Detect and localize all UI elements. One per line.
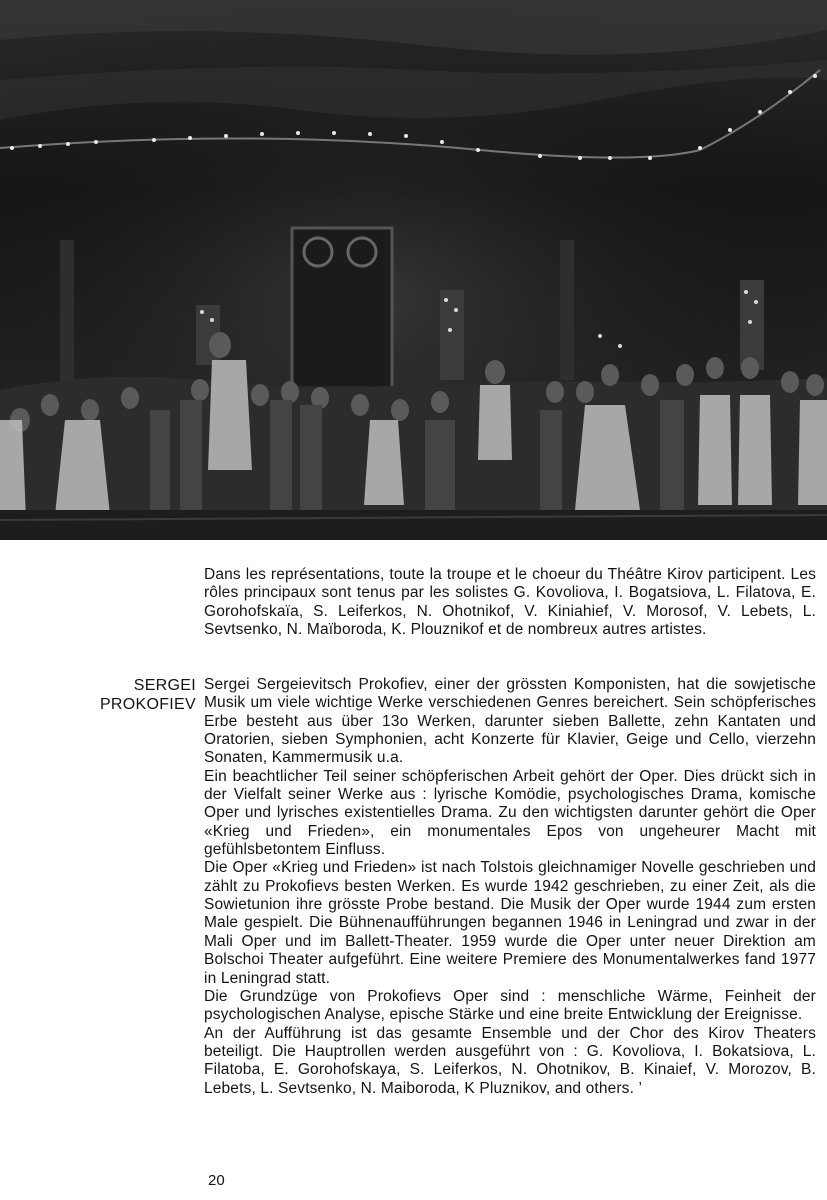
intro-text: Dans les représentations, toute la troupe et le choeur du Théâtre Kirov participent. Les rôles principaux sont tenus par les solistes G. Kovoliova, I. Bogatsiova, L. Filatova, E. Gorohofskaïa, S. Leiferkos, N. Ohotnikof, V. Kiniahief, V. Morosof, V. Lebets, L. Sevtsenko, N. Maïboroda, K. Plouznikof et de nombreux autres artistes. — [204, 566, 816, 639]
paragraph-1: Sergei Sergeievitsch Prokofiev, einer der grössten Komponisten, hat die sowjetische Musik um viele wichtige Werke verschiedenen Genres bereichert. Sein schöpferisches Erbe besteht aus über 13o Werken, darunter sieben Ballette, zehn Kantaten und Oratorien, sieben Symphonien, acht Konzerte für Klavier, Geige und Cello, vierzehn Sonaten, Kammermusik u.a. — [204, 676, 816, 767]
paragraph-3: Die Oper «Krieg und Frieden» ist nach Tolstois gleichnamiger Novelle geschrieben und zählt zu Prokofievs besten Werken. Es wurde 1942 geschrieben, zu einer Zeit, als die Sowietunion ihre grösste Probe bestand. Die Musik der Oper wurde 1944 zum ersten Male gespielt. Die Bühnenaufführungen begannen 1946 in Leningrad und zwar in der Mali Oper und im Ballett-Theater. 1959 wurde die Oper unter neuer Direktion am Bolschoi Theater aufgeführt. Eine weitere Premiere des Monumentalwerkes fand 1977 in Leningrad statt. — [204, 859, 816, 987]
paragraph-5: An der Aufführung ist das gesamte Ensemble und der Chor des Kirov Theaters beteiligt. Die Hauptrollen werden ausgeführt von : G. Kovoliova, I. Bokatsiova, L. Filatoba, E. Gorohofskaya, S. Leiferkos, N. Ohotnikov, B. Kinaief, V. Morozov, B. Lebets, L. Sevtsenko, N. Maiboroda, K Pluznikov, and others. ’ — [204, 1024, 816, 1097]
intro-paragraph-french — [204, 566, 816, 640]
paragraph-4: Die Grundzüge von Prokofievs Oper sind : menschliche Wärme, Feinheit der psychologischen Analyse, epische Stärke und eine breite Entwicklung der Ereignisse. — [204, 987, 816, 1024]
heading-first-name: SERGEI — [133, 677, 196, 694]
article-body-german — [204, 676, 816, 1098]
section-heading — [60, 676, 196, 714]
stage-photograph — [0, 0, 827, 540]
heading-last-name: PROKOFIEV — [99, 696, 196, 713]
page-number: 20 — [208, 1172, 225, 1189]
paragraph-2: Ein beachtlicher Teil seiner schöpferischen Arbeit gehört der Oper. Dies drückt sich in der Vielfalt seiner Werke aus : lyrische Komödie, psychologisches Drama, komische Oper und lyrisches existentielles Drama. Zu den wichtigsten darunter gehört die Oper «Krieg und Frieden», ein monumentales Epos von ungeheurer Macht mit gefühlsbetontem Einfluss. — [204, 767, 816, 859]
